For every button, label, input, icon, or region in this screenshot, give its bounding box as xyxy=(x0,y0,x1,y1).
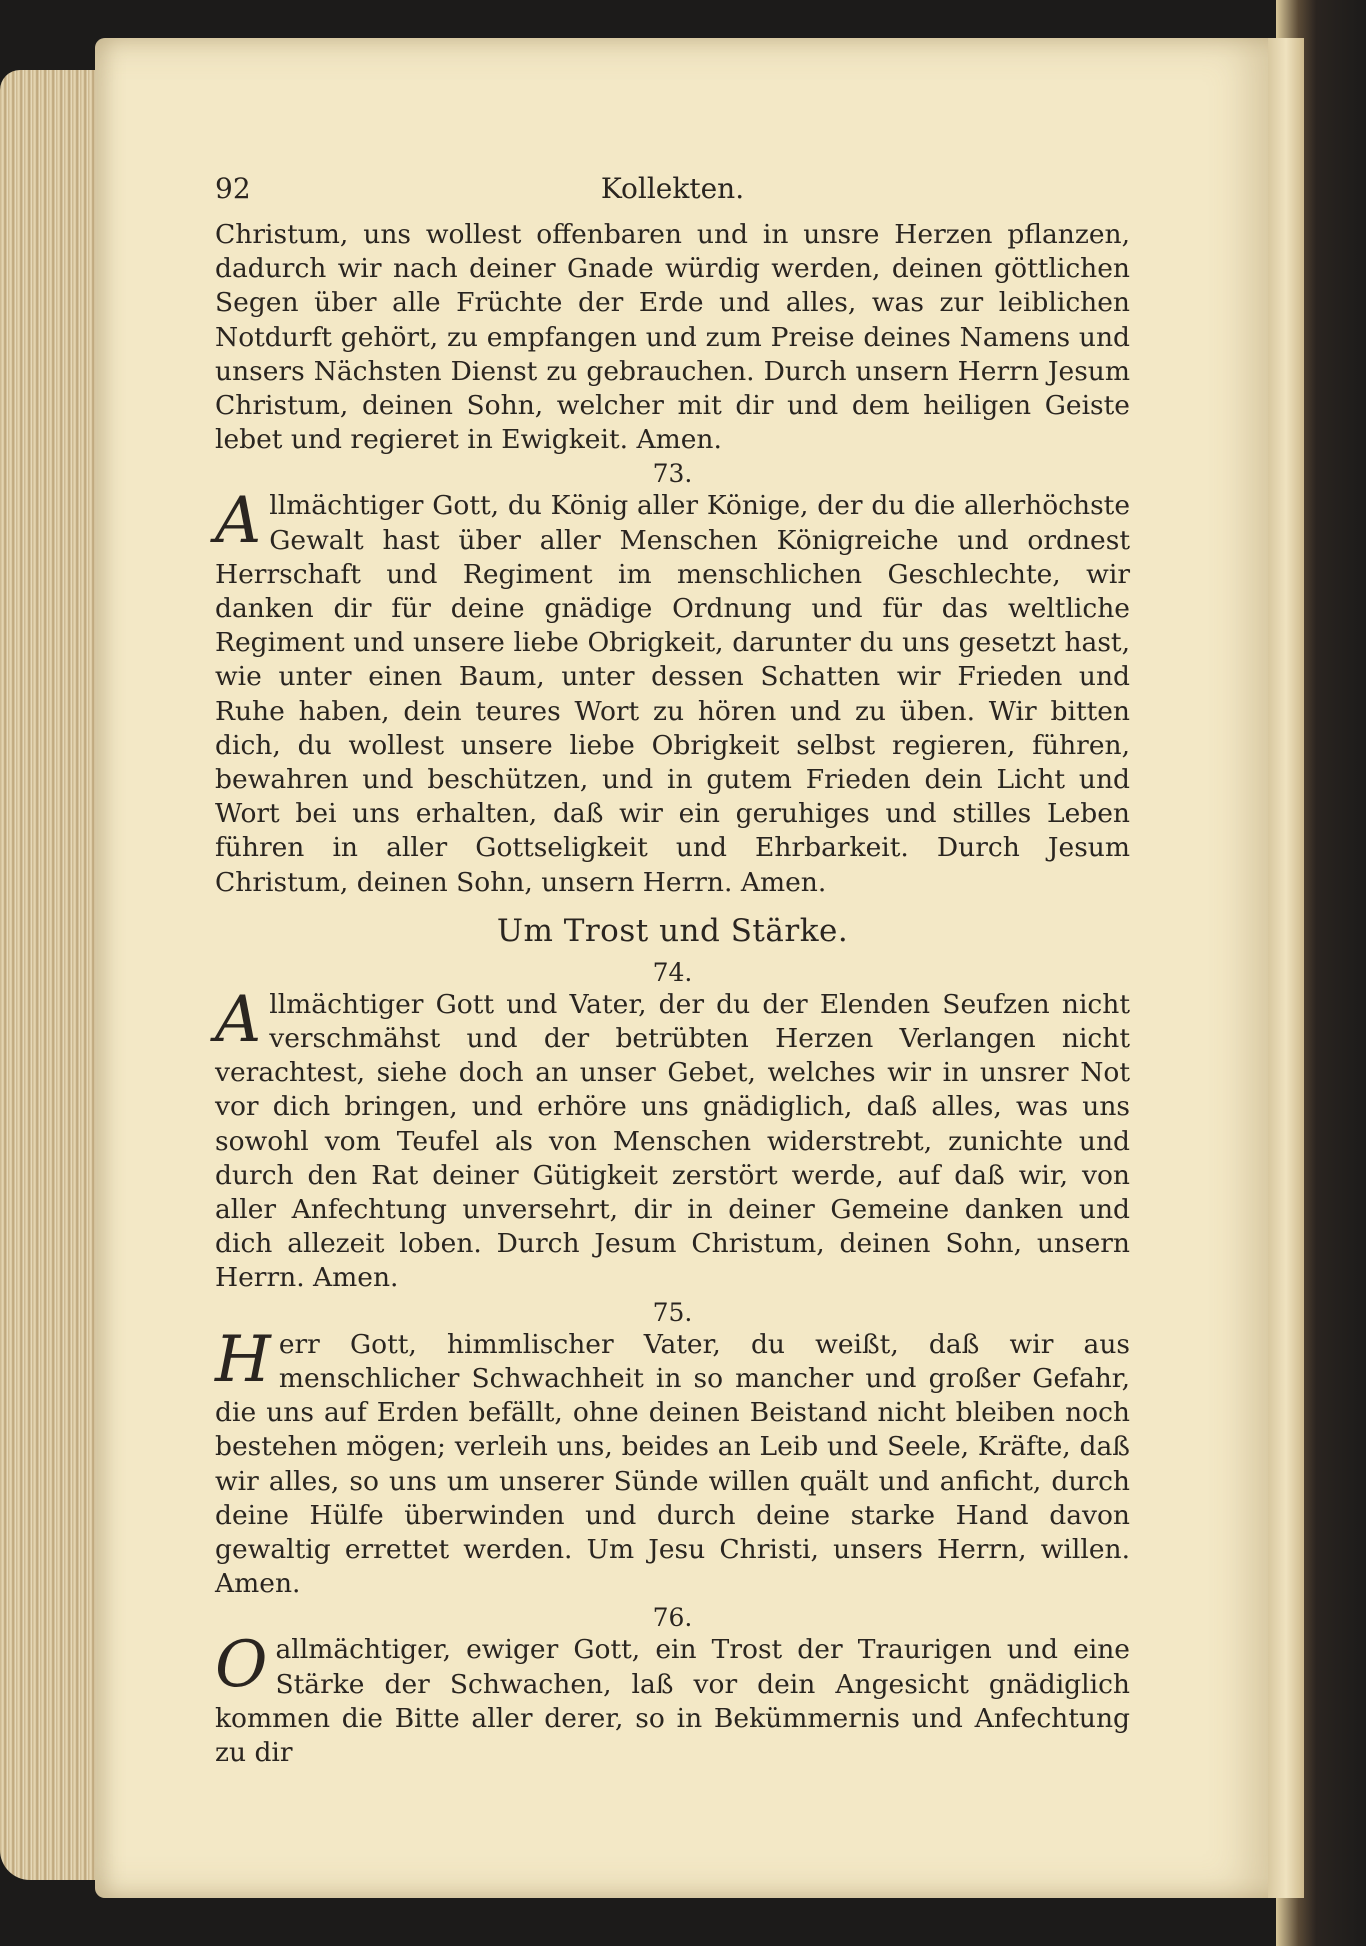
prayer-76 xyxy=(215,1628,1130,1770)
drop-cap-initial: A xyxy=(215,484,262,559)
page-number: 92 xyxy=(215,172,251,205)
page-gutter xyxy=(1268,38,1304,1898)
drop-cap-initial: H xyxy=(215,1322,271,1397)
prayer-number-75: 75. xyxy=(652,1297,693,1327)
text-block xyxy=(215,172,1130,1770)
continuation-paragraph: Christum, uns wollest offenbaren und in unsre Herzen pflanzen, dadurch wir nach deiner Gnade würdig werden, deinen göttlichen Segen über alle Früchte der Erde und alles, was zur leiblichen Notdurft gehört, zu empfangen und zum Preise deines Namens und unsers Nächsten Dienst zu gebrauchen. Durch unsern Herrn Jesum Christum, deinen Sohn, welcher mit dir und dem heiligen Geiste lebet und regieret in Ewigkeit. Amen. xyxy=(215,219,1130,456)
prayer-number-74: 74. xyxy=(652,957,693,987)
page-header xyxy=(215,172,1130,218)
prayer-73 xyxy=(215,484,1130,899)
section-title: Um Trost und Stärke. xyxy=(496,912,849,949)
prayer-text: err Gott, himmlischer Vater, du weißt, daß wir aus menschlicher Schwachheit in so mancher und großer Gefahr, die uns auf Erden befällt, ohne deinen Beistand nicht bleiben noch bestehen mögen; verleih uns, beides an Leib und Seele, Kräfte, daß wir alles, so uns um unserer Sünde willen quält und anficht, durch deine Hülfe überwinden und durch deine starke Hand davon gewaltig errettet werden. Um Jesu Christi, unsers Herrn, willen. Amen. xyxy=(215,1328,1130,1600)
drop-cap-initial: O xyxy=(215,1628,268,1703)
prayer-75 xyxy=(215,1322,1130,1602)
drop-cap-initial: A xyxy=(215,982,262,1057)
prayer-text: allmächtiger, ewiger Gott, ein Trost der Traurigen und eine Stärke der Schwachen, laß vor dein Angesicht gnädiglich kommen die Bitte aller derer, so in Bekümmernis und Anfechtung zu dir xyxy=(215,1634,1130,1768)
prayer-text: llmächtiger Gott und Vater, der du der Elenden Seufzen nicht verschmähst und der betrübten Herzen Verlangen nicht verachtest, siehe doch an unser Gebet, welches wir in unsrer Not vor dich bringen, und erhöre uns gnädiglich, daß alles, was uns sowohl vom Teufel als von Menschen widerstrebt, zunichte und durch den Rat deiner Gütigkeit zerstört werde, auf daß wir, von aller Anfechtung unversehrt, dir in deiner Gemeine danken und dich allezeit loben. Durch Jesum Christum, deinen Sohn, unsern Herrn. Amen. xyxy=(215,988,1130,1294)
running-title: Kollekten. xyxy=(600,172,745,205)
prayer-number-73: 73. xyxy=(652,459,693,489)
prayer-number-76: 76. xyxy=(652,1603,693,1633)
prayer-text: llmächtiger Gott, du König aller Könige, der du die allerhöchste Gewalt hast über aller Menschen Königreiche und ordnest Herrschaft und Regiment im menschlichen Geschlechte, wir danken dir für deine gnädige Ordnung und für das weltliche Regiment und unsere liebe Obrigkeit, darunter du uns gesetzt hast, wie unter einen Baum, unter dessen Schatten wir Frieden und Ruhe haben, dein teures Wort zu hören und zu üben. Wir bitten dich, du wollest unsere liebe Obrigkeit selbst regieren, führen, bewahren und beschützen, und in gutem Frieden dein Licht und Wort bei uns erhalten, daß wir ein geruhiges und stilles Leben führen in aller Gottseligkeit und Ehrbarkeit. Durch Jesum Christum, deinen Sohn, unsern Herrn. Amen. xyxy=(215,490,1130,898)
prayer-74 xyxy=(215,982,1130,1296)
